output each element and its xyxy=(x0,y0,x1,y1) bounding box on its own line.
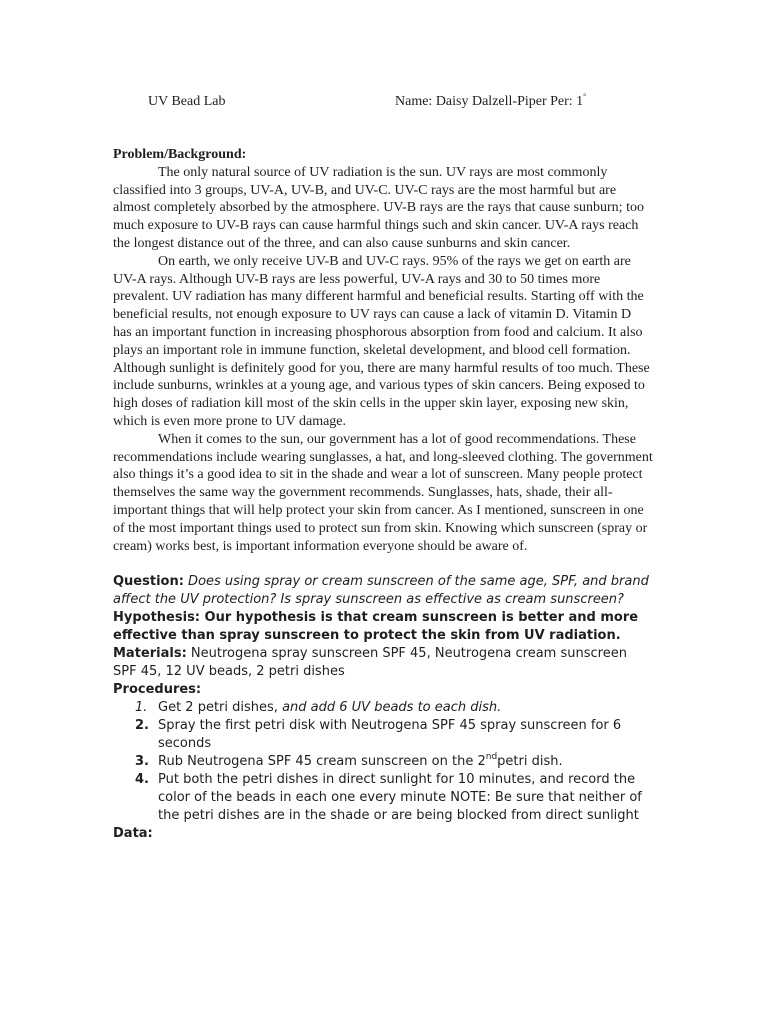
step-number: 2. xyxy=(135,718,149,734)
step-text: Put both the petri dishes in direct sunlight for 10 minutes, and record the color of the beads in each one every minute NOTE: Be sure that neither of the petri dishes are in the shade or are being blocked from direct sunlight xyxy=(158,772,642,824)
materials-section xyxy=(113,645,653,681)
background-paragraph: When it comes to the sun, our government has a lot of good recommendations. These recommendations include wearing sunglasses, a hat, and long-sleeved clothing. The government also things it’s a good idea to sit in the shade and wear a lot of sunscreen. Many people protect themselves the same way the government recommends. Sunglasses, hats, shade, their all-important things that will help protect your skin from cancer. As I mentioned, sunscreen in one of the most important things used to protect sun from skin. Knowing which sunscreen (spray or cream) works best, is important information everyone should be aware of. xyxy=(113,431,653,554)
period-mark: ° xyxy=(583,92,587,101)
question-label: Question: xyxy=(113,574,184,590)
step-number: 1. xyxy=(135,700,148,716)
question-section xyxy=(113,573,653,609)
ordinal-suffix: nd xyxy=(485,752,498,763)
procedures-list xyxy=(113,699,653,825)
materials-text: Neutrogena spray sunscreen SPF 45, Neutrogena cream sunscreen SPF 45, 12 UV beads, 2 petri dishes xyxy=(113,646,627,680)
step-number: 3. xyxy=(135,754,149,770)
background-paragraph: The only natural source of UV radiation is the sun. UV rays are most commonly classified into 3 groups, UV-A, UV-B, and UV-C. UV-C rays are the most harmful but are almost completely absorbed by the atmosphere. UV-B rays are the rays that cause sunburn; too much exposure to UV-B rays can cause harmful things such and skin cancer. UV-A rays reach the longest distance out of the three, and can also cause sunburns and skin cancer. xyxy=(113,164,644,251)
step-text: Rub Neutrogena SPF 45 cream sunscreen on the 2 xyxy=(158,754,486,770)
hypothesis-label: Hypothesis: xyxy=(113,610,201,626)
step-text-italic: and add 6 UV beads to each dish. xyxy=(282,700,502,716)
data-heading: Data: xyxy=(113,826,153,842)
procedure-step xyxy=(113,717,653,753)
question-text: Does using spray or cream sunscreen of the same age, SPF, and brand affect the UV protection? Is spray sunscreen as effective as cream sunscreen? xyxy=(113,574,649,608)
background-heading: Problem/Background: xyxy=(113,147,247,162)
procedure-step xyxy=(113,753,653,771)
student-name xyxy=(395,93,586,111)
materials-label: Materials: xyxy=(113,646,187,662)
step-text: petri dish. xyxy=(497,754,563,770)
background-paragraph: On earth, we only receive UV-B and UV-C rays. 95% of the rays we get on earth are UV-A rays. Although UV-B rays are less powerful, UV-A rays and 30 to 50 times more prevalent. UV radiation has many different harmful and beneficial results. Starting off with the beneficial results, not enough exposure to UV rays can cause a lack of vitamin D. Vitamin D has an important function in increasing phosphorous absorption from food and calcium. It also plays an important role in immune function, skeletal development, and blood cell formation. Although sunlight is definitely good for you, there are many harmful results of too much. These include sunburns, wrinkles at a young age, and various types of skin cancers. Being exposed to high doses of radiation kill most of the skin cells in the upper skin layer, exposing new skin, which is even more prone to UV damage. xyxy=(113,253,650,429)
step-text: Get 2 petri dishes, xyxy=(158,700,283,716)
hypothesis-section xyxy=(113,609,653,645)
hypothesis-text: Our hypothesis is that cream sunscreen is better and more effective than spray sunscreen to protect the skin from UV radiation. xyxy=(113,610,639,644)
document-header xyxy=(148,93,618,113)
procedure-step xyxy=(113,699,653,717)
procedure-step xyxy=(113,771,653,825)
document-body xyxy=(113,146,653,843)
step-number: 4. xyxy=(135,772,149,788)
procedures-heading: Procedures: xyxy=(113,682,202,698)
lab-title: UV Bead Lab xyxy=(148,94,226,109)
student-name-text: Name: Daisy Dalzell-Piper Per: 1 xyxy=(395,94,584,109)
section-spacer xyxy=(113,555,653,573)
step-text: Spray the first petri disk with Neutrogena SPF 45 spray sunscreen for 6 seconds xyxy=(158,718,622,752)
